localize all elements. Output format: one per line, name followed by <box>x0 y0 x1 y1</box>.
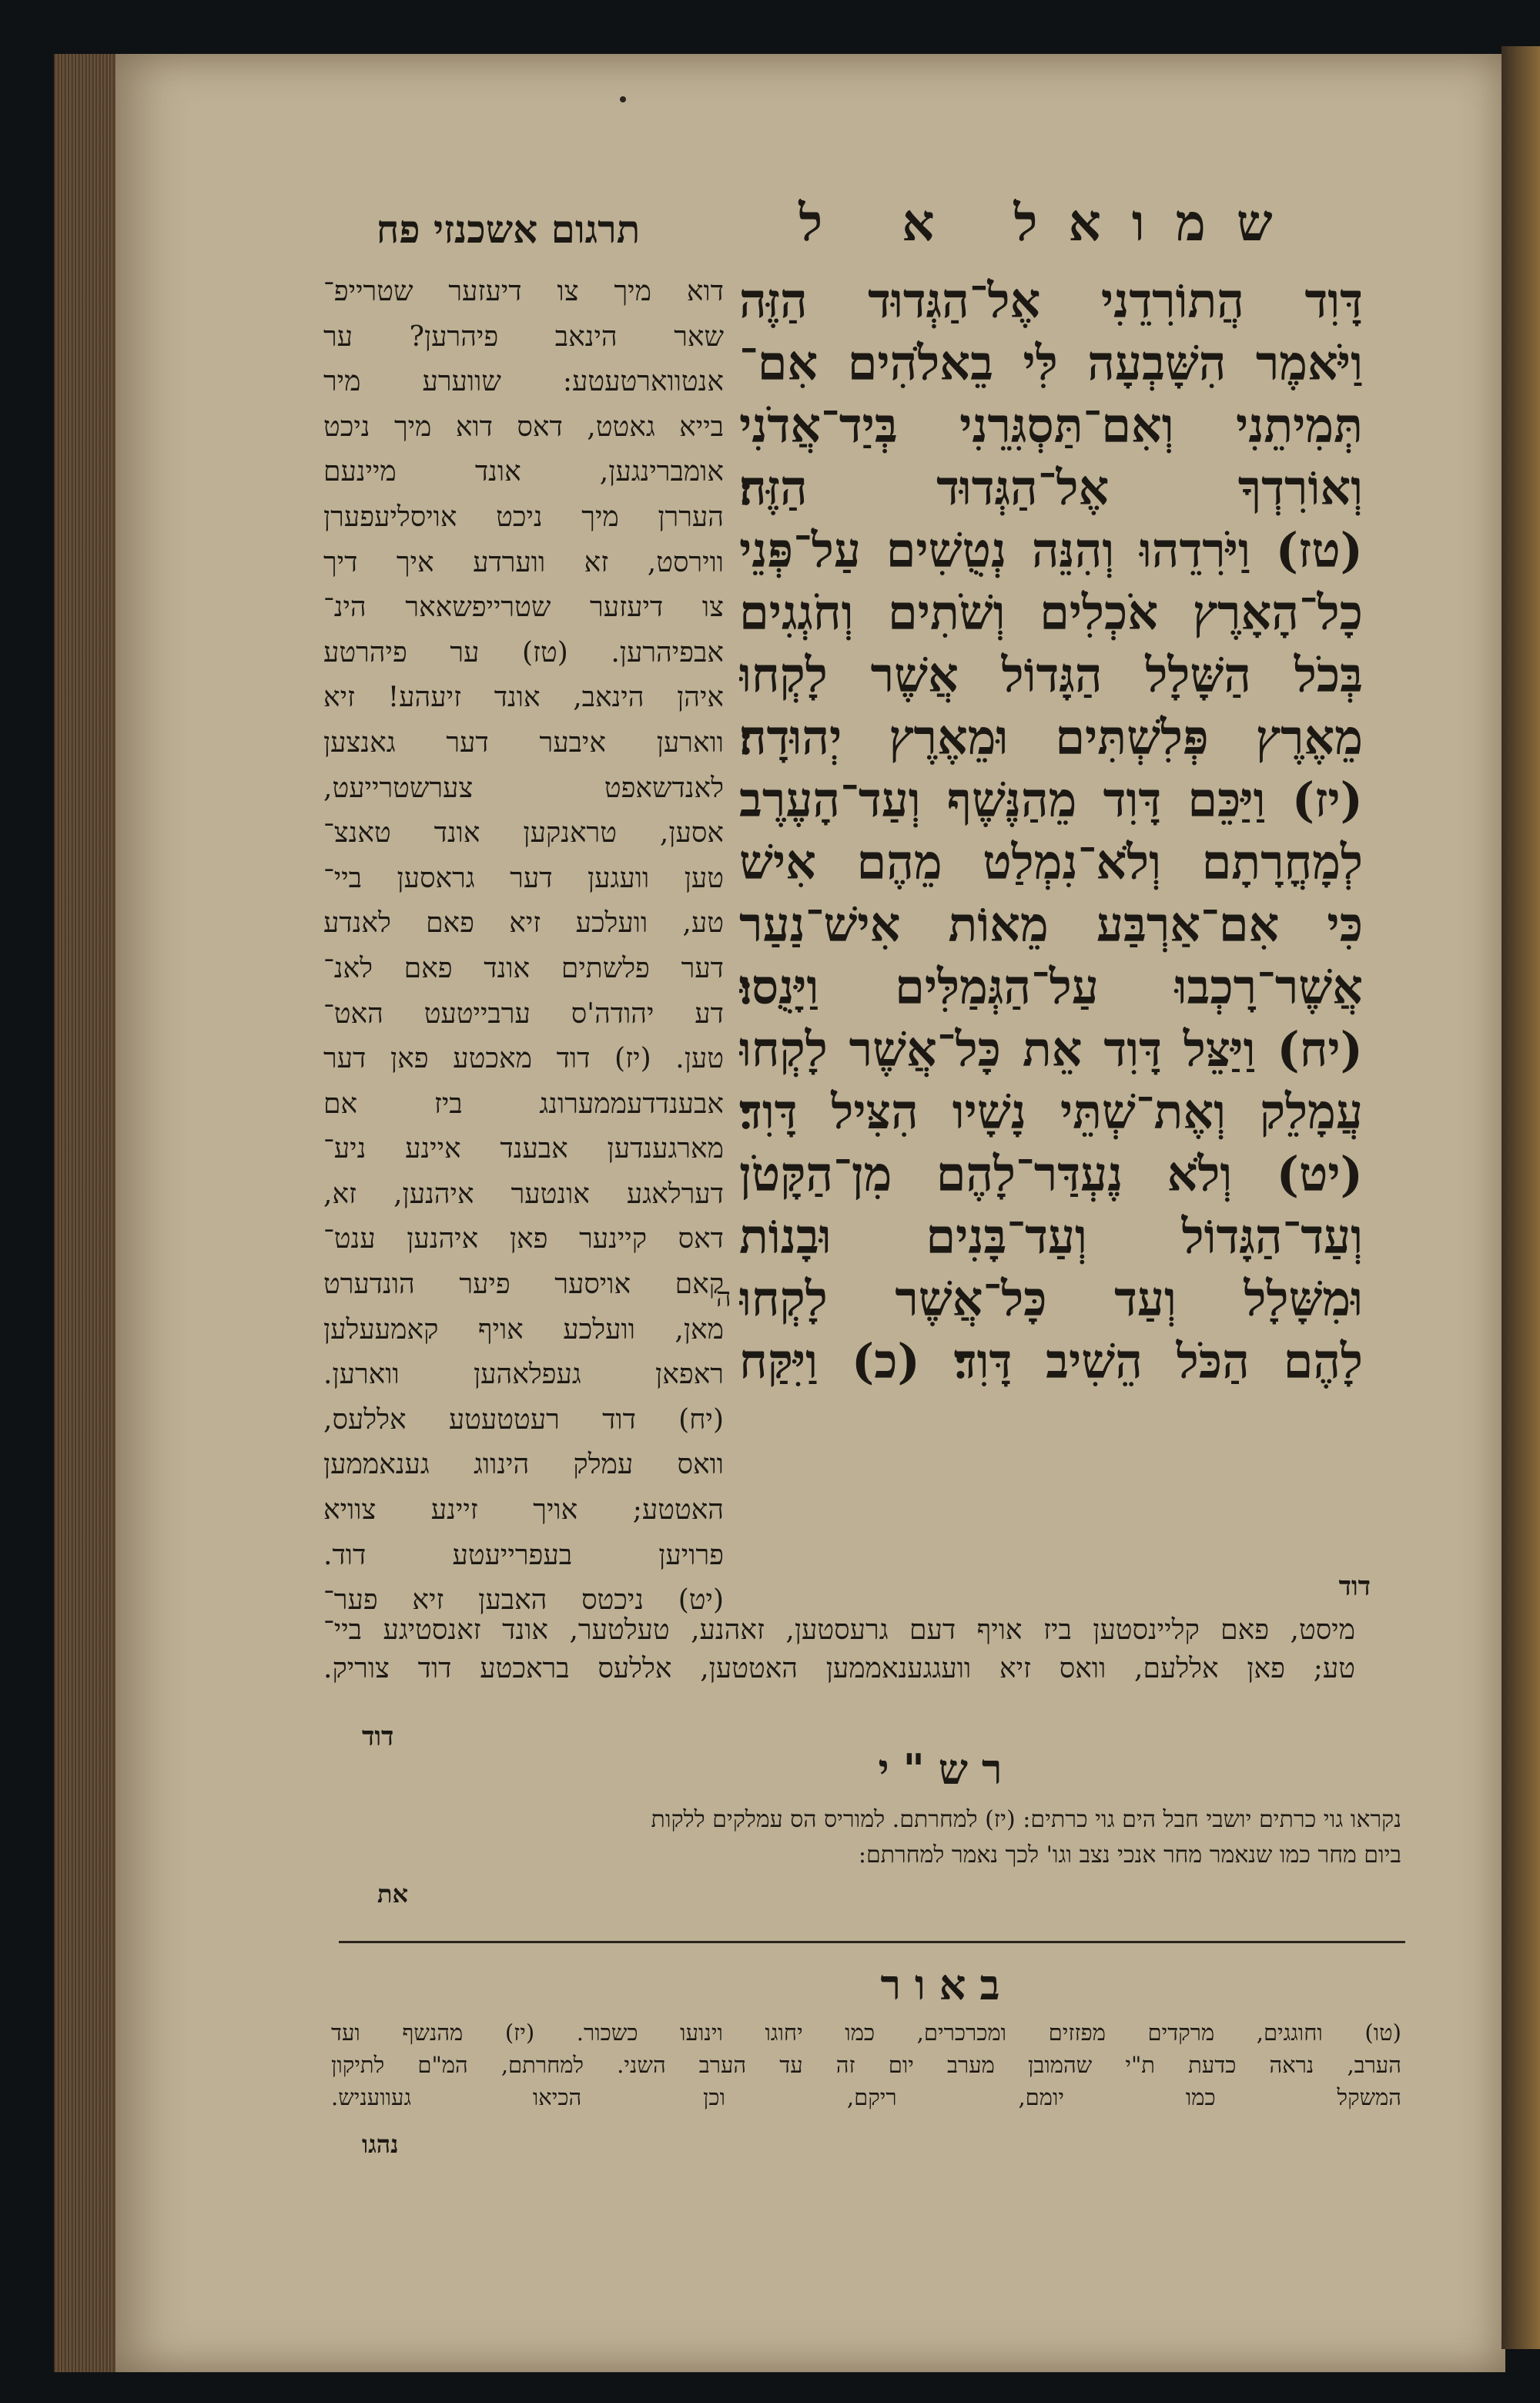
chapter-marker: ה <box>716 1282 732 1313</box>
yiddish-wide-continuation <box>323 1611 1355 1688</box>
hebrew-line: מֵאֶרֶץ פְּלִשְׁתִּים וּמֵאֶרֶץ יְהוּדָה׃ <box>739 709 1363 766</box>
yiddish-line: איהן הינאב, אונד זיעהע! זיא <box>323 682 724 714</box>
hebrew-line: דָּוִד הֲתוֹרִדֵנִי אֶל־הַגְּדוּד הַזֶּה <box>739 273 1363 329</box>
rashi-catchword: את <box>377 1879 409 1909</box>
hebrew-line: כִּי אִם־אַרְבַּע מֵאוֹת אִישׁ־נַעַר <box>739 897 1363 953</box>
yiddish-line: (יח) דוד רעטטעטע אללעס, <box>323 1403 724 1436</box>
yiddish-line: וואס עמלק הינווג גענאממען <box>323 1449 724 1481</box>
yiddish-wide-line: טע; פאן אללעם, וואס זיא וועגגענאממען האטטען, אללעס בראכטע דוד צוריק. <box>323 1653 1355 1684</box>
hebrew-text-column <box>739 270 1363 1393</box>
hebrew-line: בְּכֹל הַשָּׁלָל הַגָּדוֹל אֲשֶׁר לָקְחוּ <box>739 647 1363 703</box>
yiddish-line: טען. (יז) דוד מאכטע פאן דער <box>323 1043 724 1075</box>
biur-line: הערב, נראה כדעת ת"י שהמובן מערב יום זה עד הערב השני. למחרתם, המ"ם לתיקון <box>331 2052 1401 2078</box>
yiddish-line: (יט) ניכטס האבען זיא פער־ <box>323 1584 724 1617</box>
hebrew-line: כָל־הָאָרֶץ אֹכְלִים וְשֹׁתִים וְחֹגְגִים <box>739 585 1363 641</box>
rashi-heading: רש"י <box>878 1744 1016 1794</box>
hebrew-line: (טז) וַיֹּרִדֵהוּ וְהִנֵּה נְטֻשִׁים עַל־פְּנֵי <box>739 522 1363 578</box>
hebrew-line: אֲשֶׁר־רָכְבוּ עַל־הַגְּמַלִּים וַיָּנֻסוּ׃ <box>739 959 1363 1015</box>
hebrew-line: וַיֹּאמֶר הִשָּׁבְעָה לִּי בֵאלֹהִים אִם־ <box>739 335 1363 391</box>
yiddish-line: טען וועגען דער גראסען ביי־ <box>323 862 724 894</box>
biur-catchword: נהגו <box>362 2130 399 2159</box>
rashi-commentary <box>346 1802 1401 1873</box>
hebrew-line: וּמִשָּׁלָל וְעַד כָּל־אֲשֶׁר לָקְחוּ <box>739 1271 1363 1327</box>
yiddish-catchword: דוד <box>362 1721 394 1752</box>
yiddish-line: אבפיהרען. (טז) ער פיהרטע <box>323 636 724 669</box>
section-divider <box>339 1941 1405 1943</box>
yiddish-line: האטטע; אויך זיינע צוויא <box>323 1494 724 1527</box>
yiddish-wide-line: מיסט, פאם קליינסטען ביז אויף דעם גרעסטען, זאהנע, טעלטער, אונד זאנסטיגע ביי־ <box>323 1614 1355 1646</box>
yiddish-line: אבענדדעממערונג ביז אם <box>323 1088 724 1120</box>
yiddish-line: צו דיעזער שטרייפשאאר הינ־ <box>323 592 724 624</box>
hebrew-line: (יט) וְלֹא נֶעְדַּר־לָהֶם מִן־הַקָּטֹן <box>739 1146 1363 1202</box>
yiddish-line: מארגענדען אבענד איינע ניע־ <box>323 1133 724 1165</box>
yiddish-line: ווירסט, זא ווערדע איך דיך <box>323 546 724 578</box>
rashi-line: נקראו גוי כרתים יושבי חבל הים גוי כרתים: (יז) למחרתם. למוריס הס עמלקים ללקות <box>651 1806 1401 1833</box>
biur-commentary <box>331 2016 1401 2113</box>
hebrew-line: עֲמָלֵק וְאֶת־שְׁתֵּי נָשָׁיו הִצִּיל דָּוִד׃ <box>739 1084 1363 1140</box>
yiddish-line: דאס קיינער פאן איהנען ענט־ <box>323 1223 724 1255</box>
yiddish-line: בייא גאטט, דאס דוא מיך ניכט <box>323 411 724 443</box>
hebrew-line: וְעַד־הַגָּדוֹל וְעַד־בָּנִים וּבָנוֹת <box>739 1208 1363 1265</box>
rashi-line: ביום מחר כמו שנאמר מחר אנכי נצב וגו' לכך נאמר למחרתם: <box>858 1842 1401 1868</box>
hebrew-line: תְּמִיתֵנִי וְאִם־תַּסְגִּרֵנִי בְּיַד־אֲדֹנִי <box>739 397 1363 454</box>
yiddish-line: דערלאגע אונטער איהנען, זא, <box>323 1178 724 1210</box>
yiddish-line: מאן, וועלכע אויף קאמעעלען <box>323 1313 724 1346</box>
yiddish-line: דוא מיך צו דיעזער שטרייפ־ <box>323 276 724 307</box>
yiddish-line: אומברינגען, אונד מיינעם <box>323 456 724 488</box>
yiddish-line: דע יהודה'ס ערבייטעט האט־ <box>323 997 724 1030</box>
hebrew-line: וְאוֹרִדְךָ אֶל־הַגְּדוּד הַזֶּה׃ <box>739 460 1363 516</box>
yiddish-line: טע, וועלכע זיא פאם לאנדע <box>323 907 724 940</box>
yiddish-line: פרויען בעפרייעטע דוד. <box>323 1539 724 1571</box>
ink-mark <box>620 96 626 102</box>
biur-heading: באור <box>880 1960 1014 2009</box>
yiddish-line: ווארען איבער דער גאנצען <box>323 726 724 759</box>
book-title: שמואל א ל <box>798 193 1304 253</box>
yiddish-line: ראפאן געפלאהען ווארען. <box>323 1359 724 1391</box>
yiddish-line: אנטווארטעטע: שווערע מיר <box>323 366 724 398</box>
biur-line: המשקל כמו יומם, ריקם, וכן הכיאו געוועניש. <box>331 2084 1401 2110</box>
hebrew-catchword: דוד <box>1338 1571 1371 1602</box>
hebrew-line: לְמָחֳרָתָם וְלֹא־נִמְלַט מֵהֶם אִישׁ <box>739 834 1363 890</box>
yiddish-line: שאר הינאב פיהרען? ער <box>323 320 724 353</box>
yiddish-translation-column <box>323 270 724 1624</box>
page-edge-right <box>1502 46 1540 2349</box>
yiddish-line: העררן מיך ניכט אויסליעפערן <box>323 501 724 533</box>
hebrew-line: (יח) וַיַּצֵּל דָּוִד אֵת כָּל־אֲשֶׁר לָקְחוּ <box>739 1021 1363 1077</box>
yiddish-line: קאם אויסער פיער הונדערט <box>323 1269 724 1301</box>
biur-line: (טו) וחוגגים, מרקדים מפזזים ומכרכרים, כמו יחוגו וינועו כשכור. (יז) מהנשף ועד <box>331 2019 1401 2046</box>
yiddish-line: אסען, טראנקען אונד טאנצ־ <box>323 817 724 850</box>
hebrew-line: (יז) וַיַּכֵּם דָּוִד מֵהַנֶּשֶׁף וְעַד־הָעֶרֶב <box>739 772 1363 828</box>
translation-title: תרגום אשכנזי פח <box>376 206 641 252</box>
hebrew-line: לָהֶם הַכֹּל הֵשִׁיב דָּוִד׃ (כ) וַיִּקַּח <box>739 1333 1363 1389</box>
yiddish-line: דער פלשתים אונד פאם לאנ־ <box>323 952 724 984</box>
yiddish-line: לאנדשאפט צערשטרייעט, <box>323 772 724 804</box>
